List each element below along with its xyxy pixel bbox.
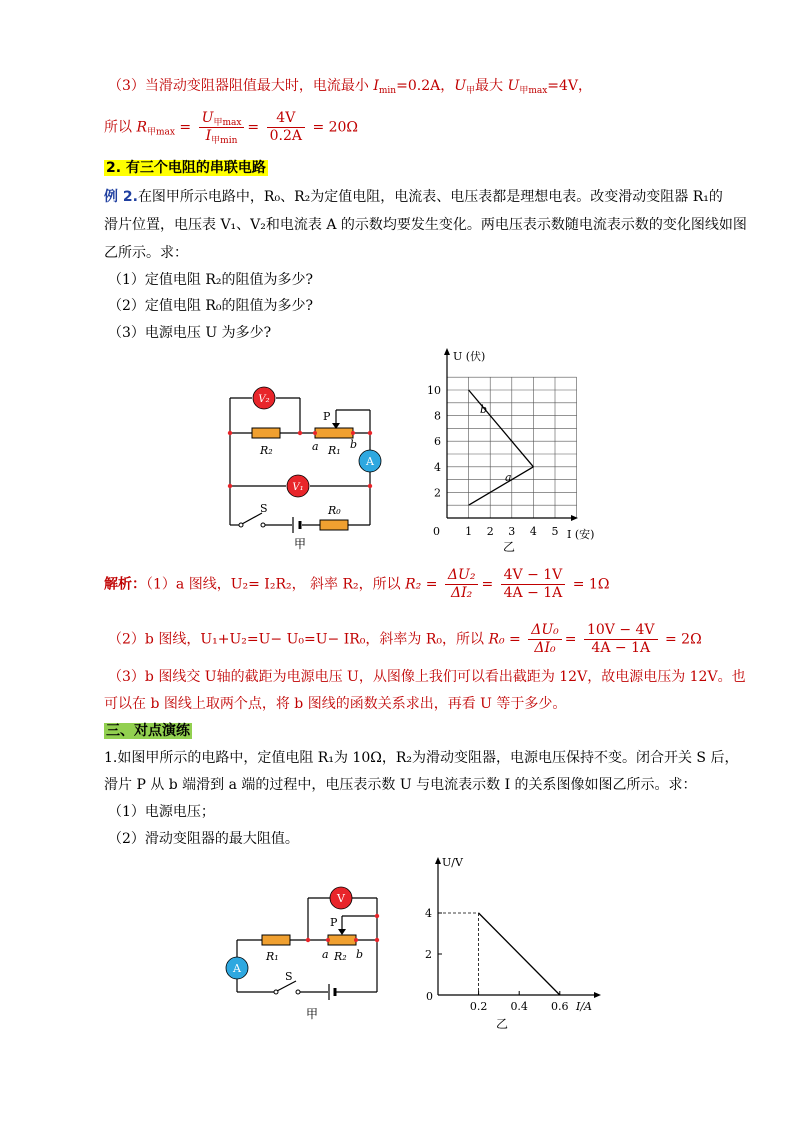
line-part3-given: （3）当滑动变阻器阻值最大时，电流最小 $I_{min}=0.2A$，$U_甲$最大 $U_{甲max}=4V$， <box>108 78 593 96</box>
r2-label: R₂ <box>334 950 347 963</box>
r1-label: R₁ <box>266 950 279 963</box>
meter-a-label: A <box>233 962 241 975</box>
x-tick-label: 0.4 <box>510 1000 528 1013</box>
question-2: （2）定值电阻 R₀的阻值为多少? <box>108 298 314 314</box>
circuit-diagram-2 <box>222 880 392 1025</box>
exercise-question-1: （1）电源电压； <box>108 804 215 820</box>
graph-1 <box>425 345 620 555</box>
terminal-a-label: a <box>322 948 329 961</box>
fraction-values: $\frac{4V - 1V}{4A - 1A}$ <box>501 567 566 602</box>
terminal-b-label: b <box>356 948 364 961</box>
example-2-line1: 例 2.在图甲所示电路中，R₀、R₂为定值电阻，电流表、电压表都是理想电表。改变滑动变阻器 R₁的 <box>104 189 723 205</box>
exercise-question-2: （2）滑动变阻器的最大阻值。 <box>108 831 299 847</box>
graph2-origin: 0 <box>426 990 433 1003</box>
circuit-diagram-1 <box>218 380 393 555</box>
r2-label: R₂ <box>260 444 273 457</box>
y-tick-label: 10 <box>427 384 441 397</box>
graph1-y-label: U (伏) <box>453 350 486 363</box>
meter-a-label: A <box>366 455 374 468</box>
fraction: $\frac{U_{甲max}}{I_{甲min}}$ <box>199 110 245 145</box>
slider-p-label: P <box>330 916 338 929</box>
question-1: （1）定值电阻 R₂的阻值为多少? <box>108 272 314 288</box>
graph1-label-b: b <box>480 403 488 416</box>
fraction: $\frac{\text{ΔU₂}}{\text{ΔI₂}}$ <box>445 567 479 602</box>
question-3: （3）电源电压 U 为多少? <box>108 325 272 341</box>
terminal-b-label: b <box>350 438 358 451</box>
solution-part3-line1: （3）b 图线交 U轴的截距为电源电压 U，从图像上我们可以看出截距为 12V，故电源电压为 12V。也 <box>108 669 746 685</box>
meter-v1-label: V₁ <box>292 482 304 493</box>
meter-v-label: V <box>337 892 345 905</box>
r1-label: R₁ <box>328 444 341 457</box>
terminal-a-label: a <box>312 440 319 453</box>
graph1-origin: 0 <box>433 525 440 538</box>
y-tick-label: 2 <box>434 486 441 500</box>
series-line-ui <box>479 913 560 995</box>
r0-label: R₀ <box>328 504 341 517</box>
fraction-values: $\frac{10V - 4V}{4A - 1A}$ <box>584 622 658 657</box>
fraction-values: $\frac{4V}{0.2A}$ <box>267 110 305 145</box>
solution-part1: 解析：（1）a 图线，U₂= I₂R₂， 斜率 R₂，所以 R₂ = $\frac{\text{ΔU₂}}{\text{ΔI₂}}$ = $\frac{4V - 1V}{4A - 1A}$ = 1Ω <box>104 567 610 601</box>
example-2-line3: 乙所示。求： <box>104 245 188 261</box>
solution-part2: （2）b 图线，U₁+U₂=U− U₀=U− IR₀，斜率为 R₀，所以 R₀ = $\frac{\text{ΔU₀}}{\text{ΔI₀}}$ = $\frac{10V - 4V}{4A - 1A}$ = 2Ω <box>108 622 702 656</box>
y-tick-label: 6 <box>434 435 441 449</box>
fraction: $\frac{\text{ΔU₀}}{\text{ΔI₀}}$ <box>528 622 562 657</box>
exercise-1-line2: 滑片 P 从 b 端滑到 a 端的过程中，电压表示数 U 与电流表示数 I 的关系图像如图乙所示。求： <box>104 777 697 793</box>
x-tick-label: 3 <box>508 525 516 538</box>
figure-caption-jia: 甲 <box>294 537 307 551</box>
graph1-label-a: a <box>505 471 512 484</box>
example-2-line2: 滑片位置，电压表 V₁、V₂和电流表 A 的示数均要发生变化。两电压表示数随电流表示数的变化图线如图 <box>104 217 747 233</box>
solution-part3-line2: 可以在 b 图线上取两个点，将 b 图线的函数关系求出，再看 U 等于多少。 <box>104 696 567 712</box>
y-tick-label: 2 <box>425 948 432 961</box>
y-tick-label: 4 <box>425 907 432 920</box>
slider-p-label: P <box>323 410 331 423</box>
section-heading-three-resistors: 2. 有三个电阻的串联电路 <box>106 160 266 176</box>
figure-caption-yi: 乙 <box>503 540 516 554</box>
x-tick-label: 5 <box>551 525 559 538</box>
graph-2 <box>420 852 610 1030</box>
x-tick-label: 1 <box>465 525 473 538</box>
switch-s-label: S <box>285 970 293 983</box>
x-tick-label: 0.6 <box>551 1000 569 1013</box>
y-tick-label: 8 <box>434 409 441 423</box>
exercise-1-line1: 1.如图甲所示的电路中，定值电阻 R₁为 10Ω，R₂为滑动变阻器，电源电压保持不变。闭合开关 S 后， <box>104 750 739 766</box>
series-line-a <box>469 467 534 505</box>
line-part3-formula: 所以 $R_{甲max}$ = $\frac{U_{甲max}}{I_{甲min}}$ = $\frac{4V}{0.2A}$ = 20Ω <box>104 110 359 146</box>
x-tick-label: 4 <box>529 525 537 538</box>
section-heading-practice: 三、对点演练 <box>106 723 190 739</box>
y-tick-label: 4 <box>434 460 441 474</box>
x-tick-label: 0.2 <box>469 1000 488 1013</box>
figure-caption-jia: 甲 <box>306 1007 319 1021</box>
x-tick-label: 2 <box>486 525 494 538</box>
figure-caption-yi: 乙 <box>496 1017 509 1030</box>
graph1-x-label: I (安) <box>567 528 595 541</box>
meter-v2-label: V₂ <box>258 394 270 405</box>
graph2-y-label: U/V <box>442 856 463 869</box>
graph2-x-label: I/A <box>576 1000 592 1013</box>
switch-s-label: S <box>260 502 268 515</box>
